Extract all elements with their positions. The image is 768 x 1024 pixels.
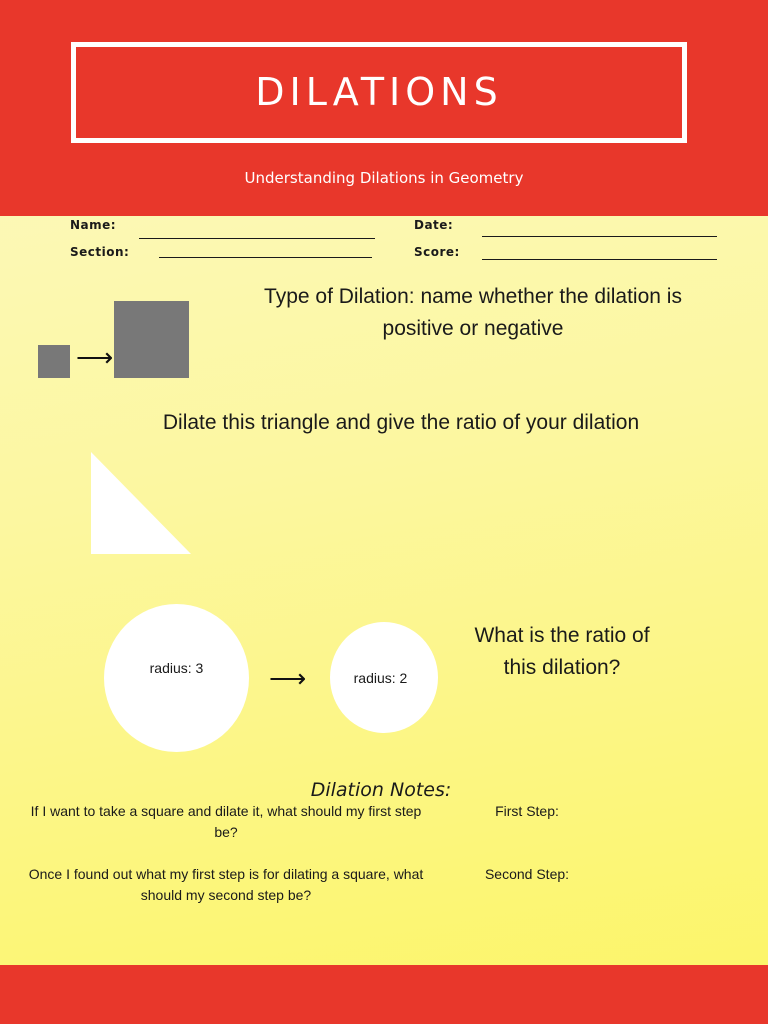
type-of-dilation-question: Type of Dilation: name whether the dilation is positive or negative [264, 285, 682, 340]
name-label: Name: [70, 218, 117, 232]
title-frame [71, 42, 687, 143]
page-title: DILATIONS [255, 70, 503, 114]
note-question-2: Once I found out what my first step is for dilating a square, what should my second step be? [28, 866, 424, 903]
section-label: Section: [70, 245, 130, 259]
large-circle [104, 604, 249, 752]
arrow-right-icon: ⟶ [269, 663, 307, 693]
footer-banner [0, 965, 768, 1024]
note-question-1: If I want to take a square and dilate it, what should my first step be? [30, 803, 422, 840]
large-square [114, 301, 189, 378]
notes-title: Dilation Notes: [310, 779, 452, 801]
triangle-shape [90, 451, 192, 555]
header-banner [0, 0, 768, 216]
first-step-label: First Step: [495, 803, 559, 819]
score-label: Score: [414, 245, 460, 259]
small-circle-label: radius: 2 [353, 670, 408, 686]
score-line[interactable] [482, 259, 717, 260]
name-line[interactable] [139, 238, 375, 239]
small-square [38, 345, 70, 378]
dilate-triangle-question: Dilate this triangle and give the ratio of your dilation [162, 411, 640, 434]
arrow-right-icon: ⟶ [76, 342, 114, 372]
large-circle-label: radius: 3 [149, 660, 204, 676]
section-line[interactable] [159, 257, 372, 258]
date-line[interactable] [482, 236, 717, 237]
page-subtitle: Understanding Dilations in Geometry [244, 169, 524, 187]
date-label: Date: [414, 218, 454, 232]
ratio-question: What is the ratio of this dilation? [474, 624, 650, 679]
second-step-label: Second Step: [484, 866, 570, 882]
